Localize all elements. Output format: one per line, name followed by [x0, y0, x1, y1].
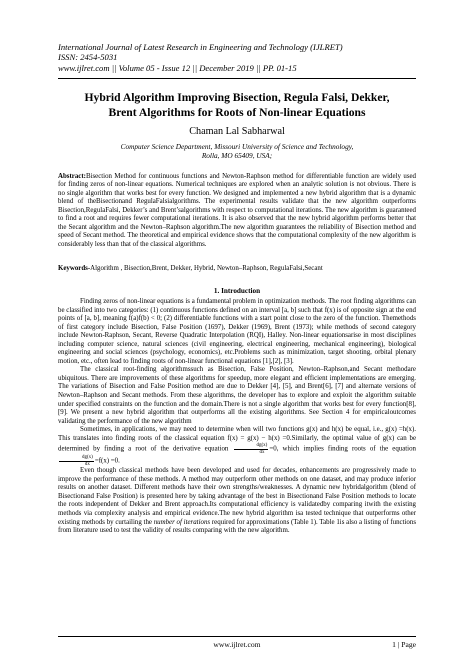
section-heading: 1. Introduction [213, 287, 261, 295]
author-name: Chaman Lal Sabharwal [189, 126, 285, 137]
derivative-fraction-2 [59, 455, 94, 467]
paragraph-4-emphasis: number of iterations [153, 518, 211, 526]
paragraph-4-text-b: required for approximations (Table 1). Table 1is also a listing of functions from literature used to test the validity of results comparing with the new algorithm. [58, 518, 417, 535]
footer-url-link[interactable]: www.ijlret.com [213, 640, 261, 649]
derivative-fraction [234, 443, 269, 455]
author-affiliation [58, 142, 416, 160]
title-line-1: Hybrid Algorithm Improving Bisection, Regula Falsi, Dekker, [84, 91, 390, 104]
footer-page-number: 1 | Page [392, 640, 416, 649]
page-footer [58, 640, 416, 649]
journal-name: International Journal of Latest Research in Engineering and Technology (IJLRET) [58, 42, 343, 52]
header-rule [58, 78, 416, 79]
journal-issn: ISSN: 2454-5031 [58, 52, 118, 63]
keywords-text: Algorithm , Bisection,Brent, Dekker, Hybrid, Newton–Raphson, RegulaFalsi,Secant [90, 265, 323, 272]
body-text [58, 298, 416, 536]
keywords-label: Keywords- [58, 265, 91, 272]
fraction-numerator-2: dg(x) [59, 455, 94, 462]
affiliation-line-1: Computer Science Department, Missouri University of Science and Technology, [120, 142, 354, 151]
affiliation-line-2: Rolla, MO 65409, USA; [201, 151, 273, 161]
paragraph-3-text-c: =f(x) =0. [94, 457, 120, 465]
paragraph-1: Finding zeros of non-linear equations is a fundamental problem in optimization methods. The root finding algorithms can be classified into two categories: (1) continuous functions defined on an interval [a, b] such that f(x) is of opposite sign at the end points of [a, b], meaning f(a)f(b) < 0; (2) differentiable functions with a start point close to the zero of the function. Themethods of first category include Bisection, False Position (1697), Dekker (1969), Brent (1973); while methods of second category include Newton-Raphson, Secant, Reverse Quadratic Interpolation (RQI), Halley. Non-linear equationsarise in most disciplines including computer science, natural sciences (civil engineering, electrical engineering, mechanical engineering), biological engineering and social sciences (psychology, economics), etc.Problems such as minimization, target shooting, orbital plenary motion, etc., often lead to finding roots of non-linear functional equations [1],[2], [3]. [58, 298, 416, 365]
journal-header [58, 42, 416, 73]
paragraph-4 [58, 467, 416, 535]
paragraph-3 [58, 426, 416, 467]
paragraph-4-text-a: Even though classical methods have been developed and used for decades, enhancements are progressively made to improve the performance of these methods. A method may outperform other methods on one dataset, and may produce inferior results on another dataset. Different methods have their own strengths/weaknesses. A dynamic new hybridalgorithm (blend of Bisectionand False Position) is presented here by taking advantage of the best in Bisectionand False Position methods to locate the roots independent of Dekker and Brent approach.Its computational efficiency is validatedby comparing itwith the existing methods via complexity analysis and empirical evidence.The new hybrid algorithm isa tested technique that outperforms other existing methods by curtailing the [58, 467, 416, 526]
paper-title [58, 91, 416, 120]
keywords [58, 265, 416, 273]
fraction-denominator: dx [259, 449, 265, 455]
abstract-label: Abstract: [58, 173, 86, 180]
abstract [58, 173, 416, 249]
title-line-2: Brent Algorithms for Roots of Non-linear Equations [108, 105, 366, 119]
footer-rule [58, 636, 416, 637]
paragraph-3-text-a: Sometimes, in applications, we may need to determine when will two functions g(x) and h(x) be equal, i.e., g(x) =h(x). This translates into finding roots of the classical equation f(x) = g(x) − h(x) =0.Similarly, the optimal value of g(x) can be determined by finding a root of the derivative equation [58, 426, 416, 453]
paragraph-3-text-b: =0, which implies finding roots of the equation [269, 445, 416, 453]
fraction-numerator: dg(x) [234, 443, 269, 450]
abstract-text: Bisection Method for continuous functions and Newton-Raphson method for differentiable function are widely used for finding zeros of non-linear equations. Numerical techniques are explored when an analytic solution is not obvious. There is no single algorithm that works best for every function. We designed and implemented a new hybrid algorithm that is a dynamic blend of theBisectionand RegulaFalsialgorithms. The experimental results validate that the new algorithm outperforms Bisection,RegulaFalsi, Dekker’s and Brent’salgorithms with respect to computational iterations. The new algorithm is guaranteed to find a root and requires fewer computational iterations. It is also observed that the new hybrid algorithm performs better that the Secant algorithm and the Newton–Raphson algorithm.The new algorithm guarantees the reliability of Bisection method and speed of Secant method. The theoretical and empirical evidence shows that the computational complexity of the new algorithm is considerably less than that of the classical algorithms. [58, 173, 416, 248]
journal-issue-line: www.ijlret.com || Volume 05 - Issue 12 || December 2019 || PP. 01-15 [58, 62, 297, 73]
fraction-denominator-2: dx [84, 461, 90, 467]
paragraph-2: The classical root-finding algorithmssuch as Bisection, False Position, Newton–Raphson,and Secant methodare ubiquitous. There are improvements of these algorithms for speedup, more elegant and efficient implementations are emerging. The variations of Bisection and False Position method are due to Dekker [4], [5], and Brent[6], [7] and alternate versions of Newton–Raphson and Secant methods. From these algorithms, the developer has to explore and exploit the algorithm suitable under specified constraints on the function and the domain.There is not a single algorithm that works best for every function[8], [9]. We present a new hybrid algorithm that outperforms all the existing algorithms. See Section 4 for empiricaloutcomes validating the performance of the new algorithm [58, 366, 416, 425]
